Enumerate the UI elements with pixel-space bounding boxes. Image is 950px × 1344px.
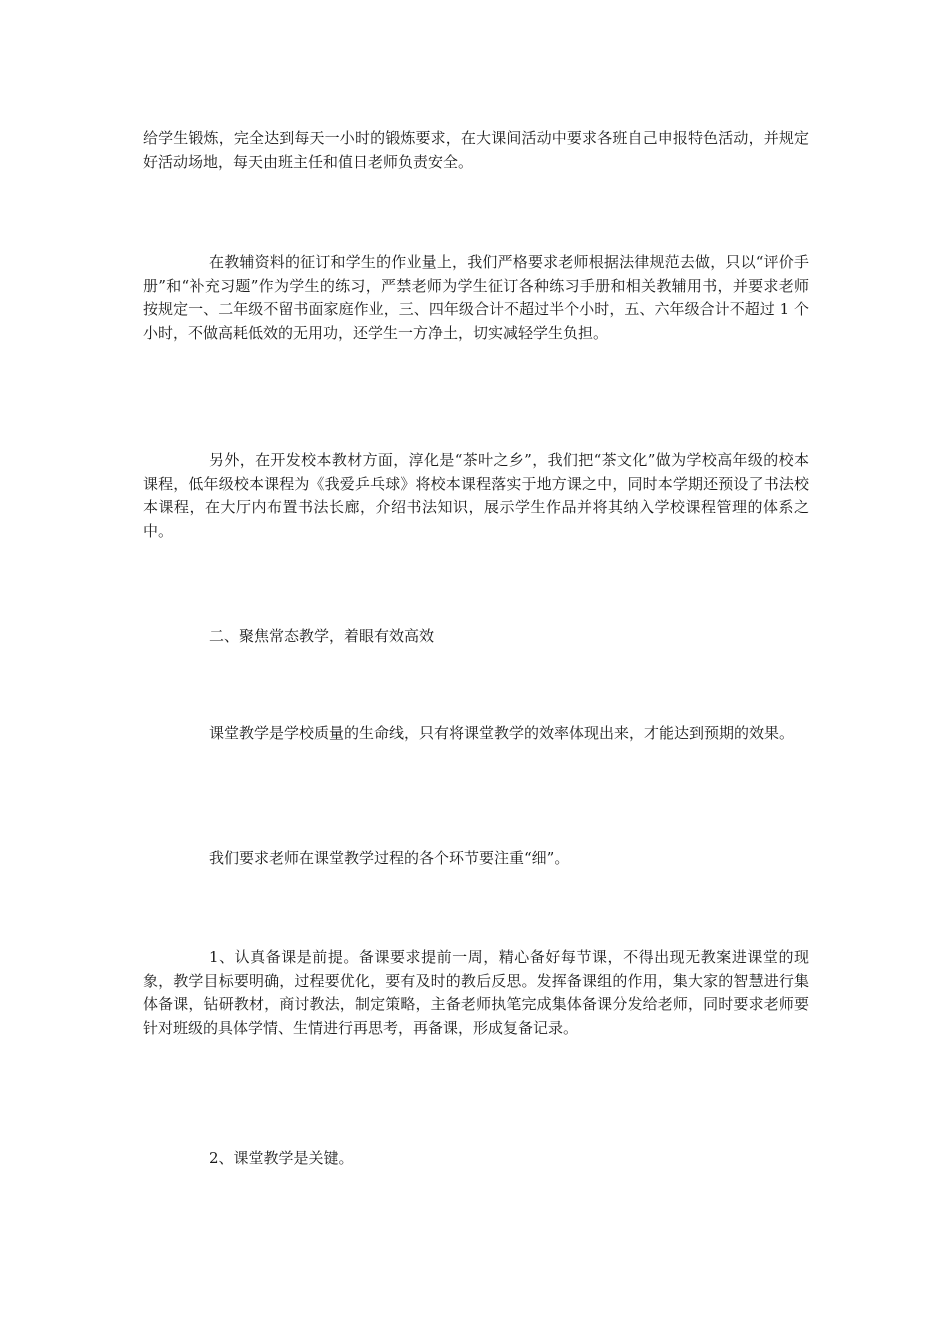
paragraph-exercise-safety: 给学生锻炼，完全达到每天一小时的锻炼要求，在大课间活动中要求各班自己申报特色活动，并规定好活动场地，每天由班主任和值日老师负责安全。 [143,129,809,171]
paragraph-classroom-key: 2、课堂教学是关键。 [209,1149,354,1167]
paragraph-classroom-quality: 课堂教学是学校质量的生命线，只有将课堂教学的效率体现出来，才能达到预期的效果。 [209,724,795,742]
paragraph-lesson-preparation: 1、认真备课是前提。备课要求提前一周，精心备好每节课，不得出现无教案进课堂的现象，教学目标要明确，过程要优化，要有及时的教后反思。发挥备课组的作用，集大家的智慧进行集体备课，钻研教材，商讨教法，制定策略，主备老师执笔完成集体备课分发给老师，同时要求老师要针对班级的具体学情、生情进行再思考，再备课，形成复备记录。 [143,948,809,1037]
paragraph-attention-detail: 我们要求老师在课堂教学过程的各个环节要注重“细”。 [209,849,570,867]
paragraph-homework-load: 在教辅资料的征订和学生的作业量上，我们严格要求老师根据法律规范去做，只以“评价手册”和“补充习题”作为学生的练习，严禁老师为学生征订各种练习手册和相关教辅用书，并要求老师按规定一、二年级不留书面家庭作业，三、四年级合计不超过半个小时，五、六年级合计不超过 1 个小时，不做高耗低效的无用功，还学生一方净土，切实减轻学生负担。 [143,253,809,342]
paragraph-school-curriculum: 另外，在开发校本教材方面，淳化是“茶叶之乡”，我们把“茶文化”做为学校高年级的校本课程，低年级校本课程为《我爱乒乓球》将校本课程落实于地方课之中，同时本学期还预设了书法校本课程，在大厅内布置书法长廊，介绍书法知识，展示学生作品并将其纳入学校课程管理的体系之中。 [143,451,809,540]
section-heading-teaching: 二、聚焦常态教学，着眼有效高效 [209,627,435,645]
